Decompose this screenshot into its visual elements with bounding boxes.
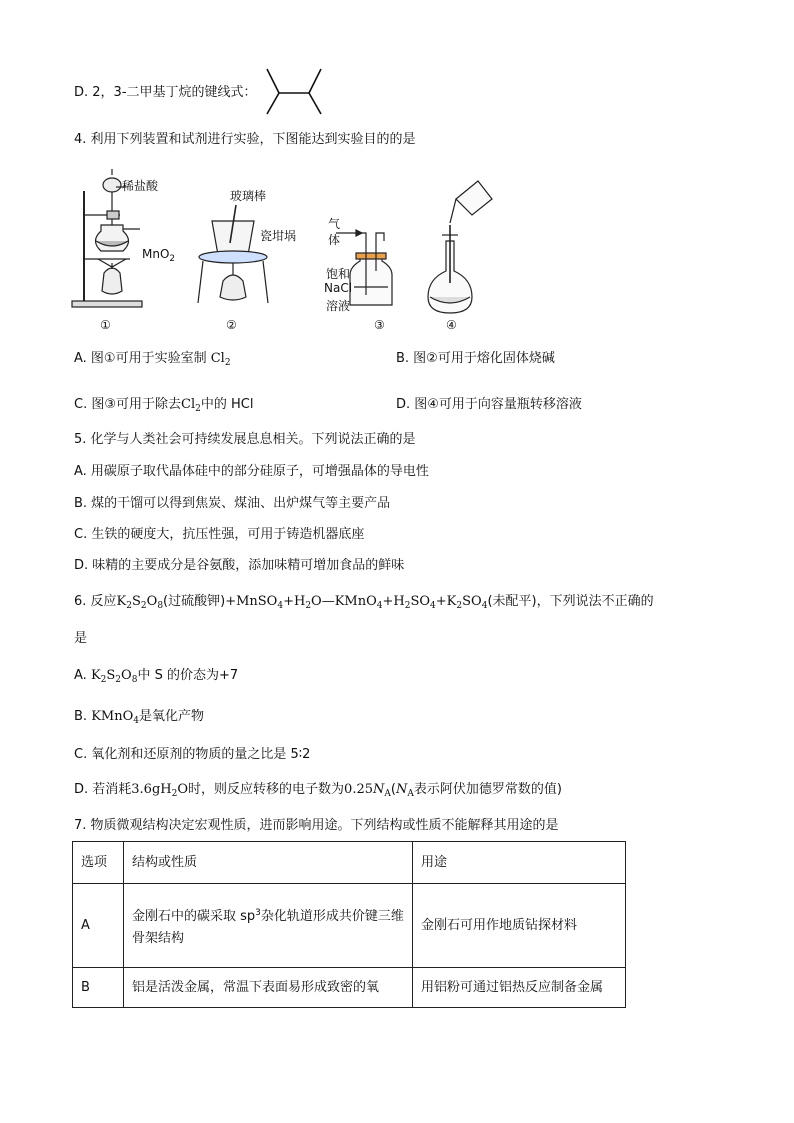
label-glass-rod: 玻璃棒 <box>230 189 267 203</box>
question-6-stem-cont: 是 <box>74 631 88 646</box>
figure-number-1: ① <box>100 318 111 332</box>
q4-option-b: B. 图②可用于熔化固体烧碱 <box>396 351 555 366</box>
apparatus-2 <box>198 205 268 303</box>
skeletal-formula-diagram <box>262 66 332 116</box>
table-header-cell: 结构或性质 <box>124 842 413 884</box>
question-4-stem: 4. 利用下列装置和试剂进行实验，下图能达到实验目的的是 <box>74 132 416 147</box>
q5-option-c: C. 生铁的硬度大，抗压性强，可用于铸造机器底座 <box>74 527 365 542</box>
q4-option-a: A. 图①可用于实验室制 $Cl_2$ <box>74 351 231 368</box>
label-solution: 溶液 <box>326 299 351 313</box>
q7-table <box>72 841 626 1008</box>
apparatus-4 <box>428 181 492 313</box>
label-nacl: NaCl <box>324 281 353 295</box>
table-row <box>73 884 626 968</box>
q4-option-c: C. 图③可用于除去$Cl_2$中的 HCl <box>74 397 254 414</box>
table-header-row <box>73 842 626 884</box>
q6-option-a: A. $K_2S_2O_8$中 S 的价态为+7 <box>74 668 239 685</box>
table-header-cell: 选项 <box>73 842 124 884</box>
label-hydrochloric-acid: 稀盐酸 <box>122 179 159 193</box>
q6-option-c: C. 氧化剂和还原剂的物质的量之比是 5∶2 <box>74 747 311 762</box>
apparatus-figure <box>60 163 500 338</box>
q5-option-a: A. 用碳原子取代晶体硅中的部分硅原子，可增强晶体的导电性 <box>74 464 429 479</box>
q4-option-d: D. 图④可用于向容量瓶转移溶液 <box>396 397 582 412</box>
question-5-stem: 5. 化学与人类社会可持续发展息息相关。下列说法正确的是 <box>74 432 416 447</box>
table-cell-property: 铝是活泼金属，常温下表面易形成致密的氧 <box>124 968 413 1008</box>
table-cell-option: B <box>73 968 124 1008</box>
question-7-stem: 7. 物质微观结构决定宏观性质，进而影响用途。下列结构或性质不能解释其用途的是 <box>74 818 559 833</box>
table-row <box>73 968 626 1008</box>
q6-option-b: B. KMnO$_4$是氧化产物 <box>74 709 205 726</box>
table-cell-property: 金刚石中的碳采取 $sp^3$杂化轨道形成共价键三维骨架结构 <box>124 884 413 968</box>
q6-option-d: D. 若消耗$3.6gH_2O$时，则反应转移的电子数为$0.25N_A(N_A$表示阿伏加德罗常数的值) <box>74 782 562 799</box>
label-gas-2: 体 <box>328 233 341 247</box>
label-porcelain-crucible: 瓷坩埚 <box>260 229 297 243</box>
label-mno2: MnO$_2$ <box>142 247 176 264</box>
table-cell-option: A <box>73 884 124 968</box>
table-cell-use: 金刚石可用作地质钻探材料 <box>413 884 626 968</box>
figure-number-2: ② <box>226 318 237 332</box>
table-cell-use: 用铝粉可通过铝热反应制备金属 <box>413 968 626 1008</box>
question-6-stem: 6. 反应$K_2S_2O_8$(过硫酸钾)$+MnSO_4+H_2O—KMnO_4+H_2SO_4+K_2SO_4$(未配平)，下列说法不正确的 <box>74 594 654 611</box>
option-d-prev: D. 2，3-二甲基丁烷的键线式： <box>74 85 257 100</box>
q5-option-d: D. 味精的主要成分是谷氨酸，添加味精可增加食品的鲜味 <box>74 558 405 573</box>
figure-number-3: ③ <box>374 318 385 332</box>
label-gas-1: 气 <box>328 217 341 231</box>
q5-option-b: B. 煤的干馏可以得到焦炭、煤油、出炉煤气等主要产品 <box>74 496 391 511</box>
label-saturated: 饱和 <box>326 267 351 281</box>
table-header-cell: 用途 <box>413 842 626 884</box>
figure-number-4: ④ <box>446 318 457 332</box>
